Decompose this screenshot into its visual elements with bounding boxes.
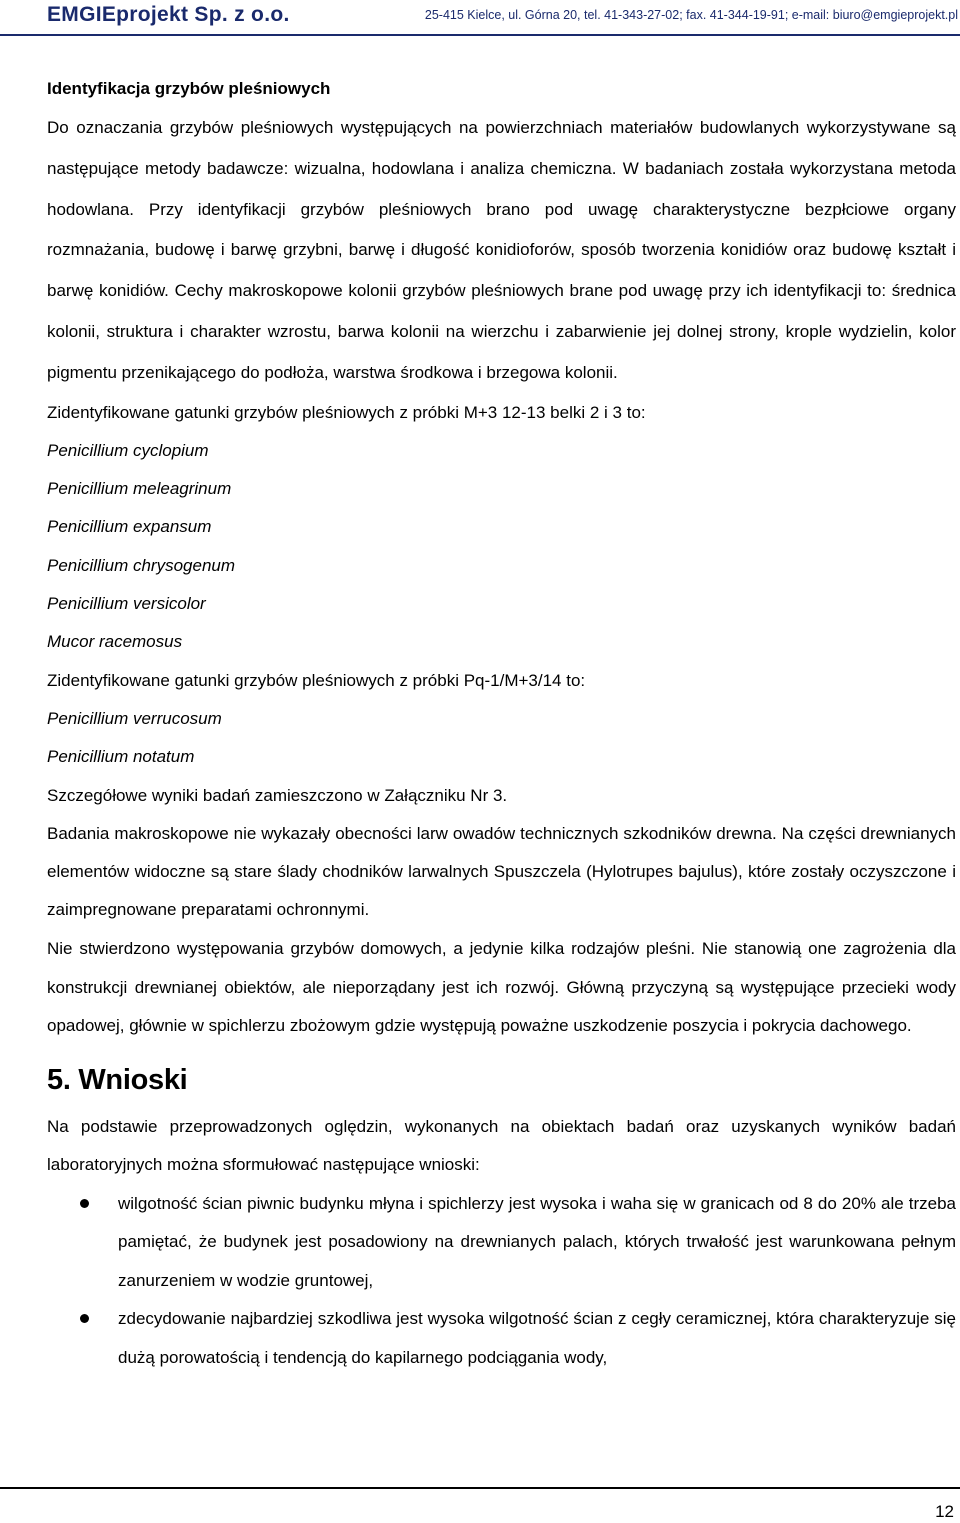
species-item: Penicillium chrysogenum: [47, 555, 236, 575]
bullet-icon: [80, 1199, 89, 1208]
company-name: EMGIEprojekt Sp. z o.o.: [47, 3, 290, 26]
species-item: Penicillium cyclopium: [47, 440, 209, 460]
list-item-text: zdecydowanie najbardziej szkodliwa jest wysoka wilgotność ścian z cegły ceramicznej, która charakteryzuje się dużą porowatością i tendencją do kapilarnego podciągania wody,: [118, 1309, 956, 1367]
conclusions-heading: 5. Wnioski: [47, 1064, 188, 1097]
document-body: [47, 70, 956, 1377]
species-item: Penicillium expansum: [47, 517, 212, 537]
species-item: Penicillium verrucosum: [47, 708, 222, 728]
sample2-label: Zidentyfikowane gatunki grzybów pleśniowych z próbki Pq-1/M+3/14 to:: [47, 670, 586, 690]
company-contact: 25-415 Kielce, ul. Górna 20, tel. 41-343-27-02; fax. 41-344-19-91; e-mail: biuro@emgieprojekt.pl: [424, 8, 958, 22]
insects-paragraph: Badania makroskopowe nie wykazały obecności larw owadów technicznych szkodników drewna. Na części drewnianych elementów widoczne są stare ślady chodników larwalnych Spuszczela (Hylotrupes bajulus), które zostały oczyszczone i zaimpregnowane preparatami ochronnymi.: [47, 823, 956, 920]
bullet-icon: [80, 1314, 89, 1323]
page-number: 12: [935, 1502, 954, 1521]
details-note: Szczegółowe wyniki badań zamieszczono w Załączniku Nr 3.: [47, 785, 508, 805]
species-item: Mucor racemosus: [47, 632, 183, 652]
species-item: Penicillium versicolor: [47, 594, 206, 614]
species-item: Penicillium notatum: [47, 747, 195, 767]
list-item: [47, 1300, 956, 1377]
intro-paragraph: Do oznaczania grzybów pleśniowych występujących na powierzchniach materiałów budowlanych wykorzystywane są następujące metody badawcze: wizualna, hodowlana i analiza chemiczna. W badaniach została wykorzystana metoda hodowlana. Przy identyfikacji grzybów pleśniowych brano pod uwagę charakterystyczne bezpłciowe organy rozmnażania, budowę i barwę grzybni, barwę i długość konidioforów, sposób tworzenia konidiów oraz budowę kształt i barwę konidiów. Cechy makroskopowe kolonii grzybów pleśniowych brane pod uwagę przy ich identyfikacji to: średnica kolonii, struktura i charakter wzrostu, barwa kolonii na wierzchu i zabarwienie jej dolnej strony, krople wydzielin, kolor pigmentu przenikającego do podłoża, warstwa środkowa i brzegowa kolonii.: [47, 118, 956, 382]
fungi-paragraph: Nie stwierdzono występowania grzybów domowych, a jedynie kilka rodzajów pleśni. Nie stanowią one zagrożenia dla konstrukcji drewnianej obiektów, ale nieporządany jest ich rozwój. Główną przyczyną są występujące przecieki wody opadowej, głównie w spichlerzu zbożowym gdzie występują poważne uszkodzenie poszycia i pokrycia dachowego.: [47, 938, 956, 1036]
list-item: [47, 1185, 956, 1301]
list-item-text: wilgotność ścian piwnic budynku młyna i spichlerzy jest wysoka i waha się w granicach od 8 do 20% ale trzeba pamiętać, że budynek jest posadowiony na drewnianych palach, których trwałość jest warunkowana pełnym zanurzeniem w wodzie gruntowej,: [118, 1193, 956, 1290]
conclusions-intro: Na podstawie przeprowadzonych oględzin, wykonanych na obiektach badań oraz uzyskanych wyników badań laboratoryjnych można sformułować następujące wnioski:: [47, 1117, 956, 1175]
conclusions-list: [47, 1185, 956, 1378]
footer-divider: [0, 1487, 960, 1489]
sample1-label: Zidentyfikowane gatunki grzybów pleśniowych z próbki M+3 12-13 belki 2 i 3 to:: [47, 402, 646, 422]
species-item: Penicillium meleagrinum: [47, 479, 232, 499]
page-header: [0, 0, 960, 36]
section-title: Identyfikacja grzybów pleśniowych: [47, 79, 331, 98]
